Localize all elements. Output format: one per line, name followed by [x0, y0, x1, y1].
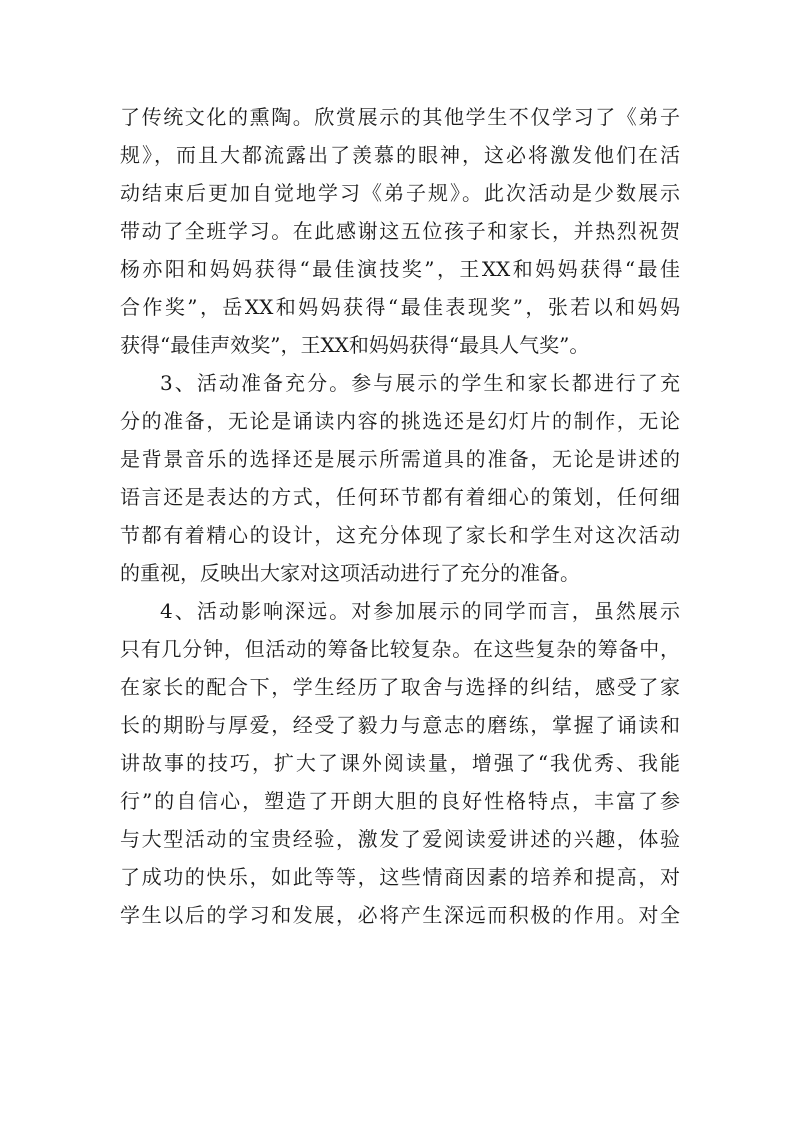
paragraph-4-first-line: 4、活动影响深远。对参加展示的同学而言，虽然展示 — [160, 599, 680, 623]
text-line-12: 节都有着精心的设计，这充分体现了家长和学生对这次活动 — [120, 523, 680, 547]
text-line-10: 是背景音乐的选择还是展示所需道具的准备，无论是讲述的 — [120, 447, 680, 471]
text-line-4: 带动了全班学习。在此感谢这五位孩子和家长，并热烈祝贺 — [120, 219, 680, 243]
text-line-22: 学生以后的学习和发展，必将产生深远而积极的作用。对全 — [120, 903, 680, 927]
text-line-7: 获得“最佳声效奖”，王XX和妈妈获得“最具人气奖”。 — [120, 333, 590, 357]
text-line-15: 只有几分钟，但活动的筹备比较复杂。在这些复杂的筹备中， — [120, 637, 680, 661]
text-line-5: 杨亦阳和妈妈获得“最佳演技奖”，王XX和妈妈获得“最佳 — [120, 257, 680, 281]
text-line-6: 合作奖”，岳XX和妈妈获得“最佳表现奖”，张若以和妈妈 — [120, 295, 680, 319]
text-line-2: 规》，而且大都流露出了羡慕的眼神，这必将激发他们在活 — [120, 143, 680, 167]
text-line-21: 了成功的快乐，如此等等，这些情商因素的培养和提高，对 — [120, 865, 680, 889]
text-line-20: 与大型活动的宝贵经验，激发了爱阅读爱讲述的兴趣，体验 — [120, 827, 680, 851]
paragraph-3-first-line: 3、活动准备充分。参与展示的学生和家长都进行了充 — [160, 371, 680, 395]
text-line-19: 行”的自信心，塑造了开朗大胆的良好性格特点，丰富了参 — [120, 789, 680, 813]
text-line-1: 了传统文化的熏陶。欣赏展示的其他学生不仅学习了《弟子 — [120, 105, 680, 129]
text-line-3: 动结束后更加自觉地学习《弟子规》。此次活动是少数展示 — [120, 181, 680, 205]
text-line-11: 语言还是表达的方式，任何环节都有着细心的策划，任何细 — [120, 485, 680, 509]
text-line-13: 的重视，反映出大家对这项活动进行了充分的准备。 — [120, 561, 580, 585]
text-line-18: 讲故事的技巧，扩大了课外阅读量，增强了“我优秀、我能 — [120, 751, 680, 775]
text-line-9: 分的准备，无论是诵读内容的挑选还是幻灯片的制作，无论 — [120, 409, 680, 433]
text-line-16: 在家长的配合下，学生经历了取舍与选择的纠结，感受了家 — [120, 675, 680, 699]
body-text — [120, 98, 680, 934]
text-line-17: 长的期盼与厚爱，经受了毅力与意志的磨练，掌握了诵读和 — [120, 713, 680, 737]
